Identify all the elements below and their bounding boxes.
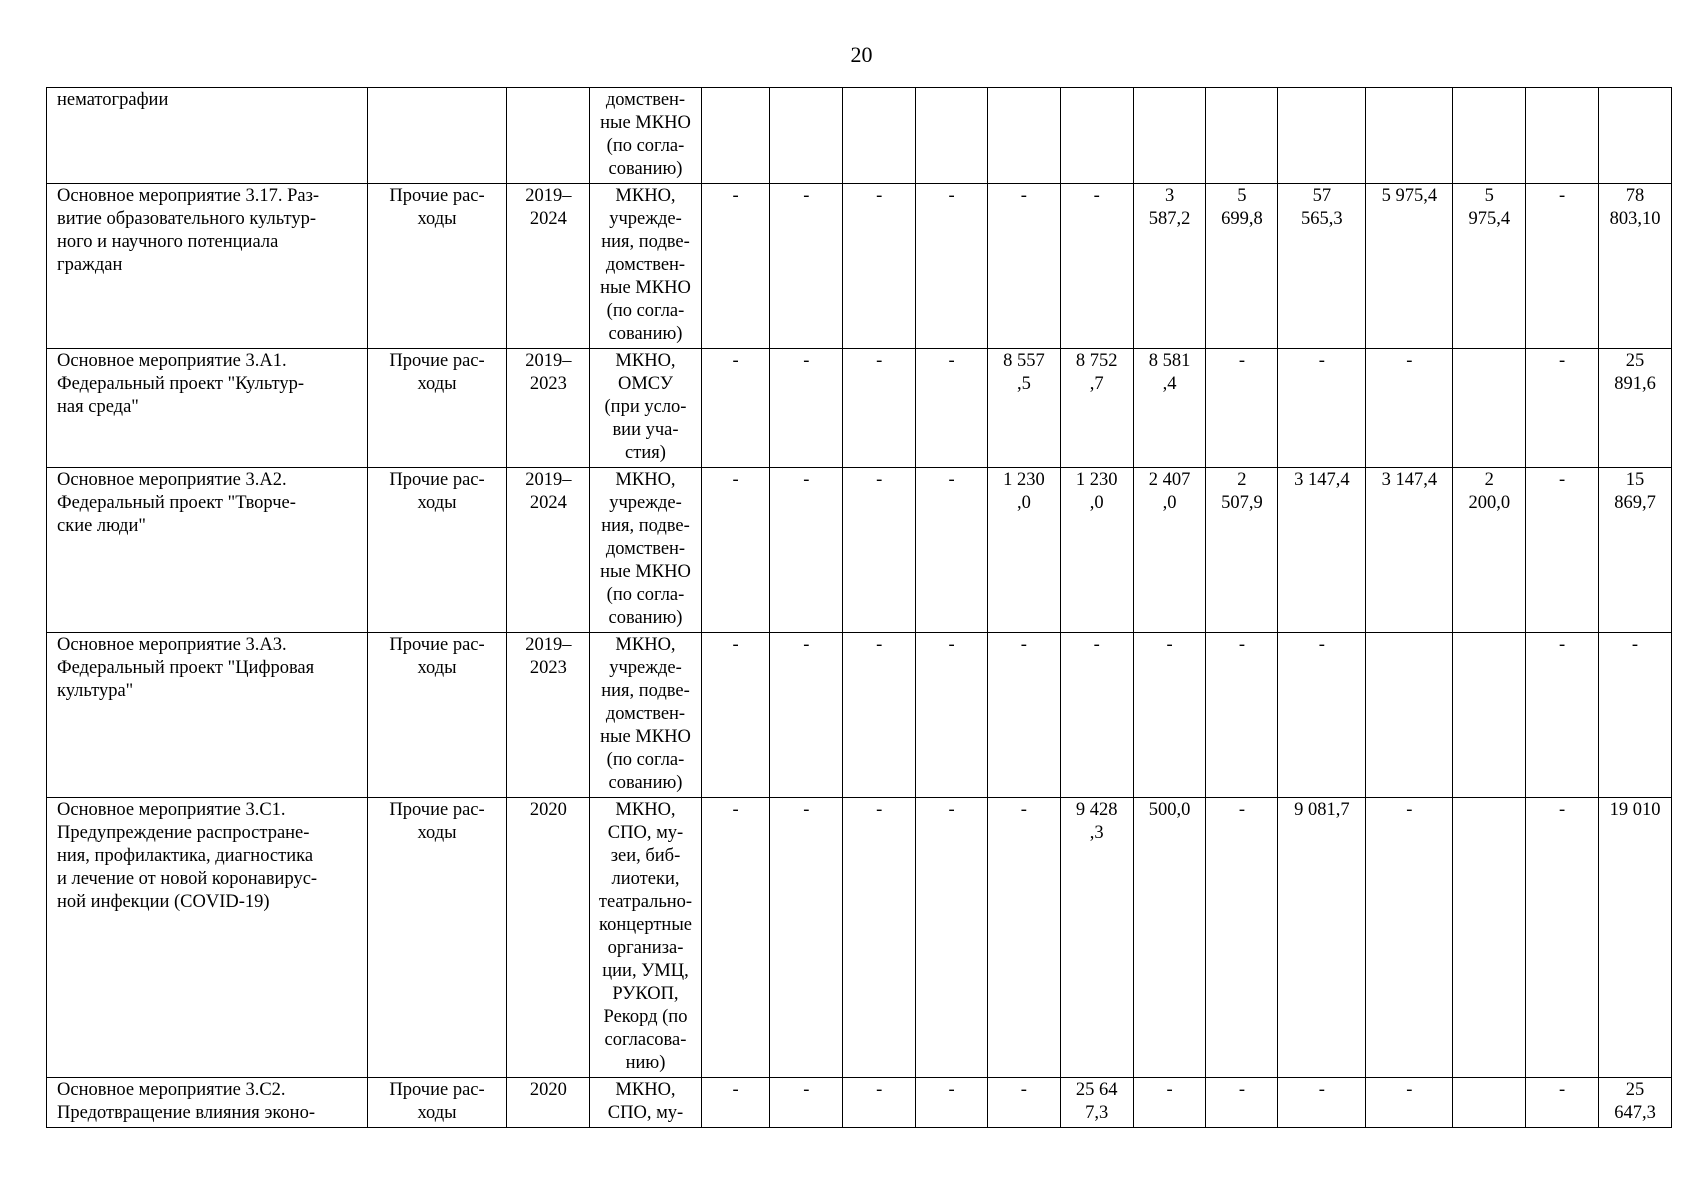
- value-cell: -: [770, 1078, 843, 1128]
- value-cell: 1 230 ,0: [1060, 468, 1133, 633]
- value-cell: 78 803,10: [1599, 184, 1672, 349]
- period-cell: [507, 88, 590, 184]
- measure-name-cell: Основное мероприятие 3.А1. Федеральный проект "Культур- ная среда": [47, 349, 368, 468]
- value-cell: -: [987, 798, 1060, 1078]
- table-row: [47, 88, 1672, 184]
- value-cell: [843, 88, 916, 184]
- value-cell: -: [843, 633, 916, 798]
- value-cell: -: [770, 633, 843, 798]
- expense-type-cell: [367, 88, 507, 184]
- value-cell: -: [1526, 633, 1599, 798]
- value-cell: -: [1133, 1078, 1206, 1128]
- executors-cell: МКНО, учрежде- ния, подве- домствен- ные МКНО (по согла- сованию): [590, 633, 701, 798]
- value-cell: -: [701, 349, 770, 468]
- value-cell: -: [1060, 633, 1133, 798]
- value-cell: -: [987, 633, 1060, 798]
- value-cell: [1133, 88, 1206, 184]
- table-row: [47, 349, 1672, 468]
- value-cell: 19 010: [1599, 798, 1672, 1078]
- value-cell: 57 565,3: [1278, 184, 1366, 349]
- value-cell: -: [1206, 798, 1278, 1078]
- value-cell: 1 230 ,0: [987, 468, 1060, 633]
- value-cell: -: [1206, 349, 1278, 468]
- value-cell: [1278, 88, 1366, 184]
- period-cell: 2019– 2024: [507, 184, 590, 349]
- measure-name-cell: Основное мероприятие 3.А3. Федеральный проект "Цифровая культура": [47, 633, 368, 798]
- period-cell: 2019– 2024: [507, 468, 590, 633]
- value-cell: 5 975,4: [1366, 184, 1453, 349]
- value-cell: -: [701, 468, 770, 633]
- value-cell: -: [1526, 1078, 1599, 1128]
- value-cell: -: [916, 1078, 988, 1128]
- period-cell: 2020: [507, 1078, 590, 1128]
- executors-cell: МКНО, ОМСУ (при усло- вии уча- стия): [590, 349, 701, 468]
- value-cell: 3 587,2: [1133, 184, 1206, 349]
- value-cell: 8 557 ,5: [987, 349, 1060, 468]
- value-cell: 25 647,3: [1599, 1078, 1672, 1128]
- value-cell: -: [987, 184, 1060, 349]
- value-cell: 5 975,4: [1453, 184, 1526, 349]
- value-cell: [1453, 88, 1526, 184]
- value-cell: -: [1366, 349, 1453, 468]
- value-cell: 25 891,6: [1599, 349, 1672, 468]
- measure-name-cell: Основное мероприятие 3.С1. Предупреждение распростране- ния, профилактика, диагностика и лечение от новой коронавирус- ной инфекции (COVID-19): [47, 798, 368, 1078]
- value-cell: 3 147,4: [1366, 468, 1453, 633]
- table-row: [47, 798, 1672, 1078]
- value-cell: [1526, 88, 1599, 184]
- value-cell: [1453, 633, 1526, 798]
- value-cell: -: [843, 1078, 916, 1128]
- value-cell: [1453, 798, 1526, 1078]
- value-cell: [1599, 88, 1672, 184]
- value-cell: -: [701, 184, 770, 349]
- value-cell: 2 507,9: [1206, 468, 1278, 633]
- executors-cell: МКНО, учрежде- ния, подве- домствен- ные МКНО (по согла- сованию): [590, 184, 701, 349]
- table-row: [47, 468, 1672, 633]
- table-row: [47, 184, 1672, 349]
- value-cell: -: [701, 1078, 770, 1128]
- executors-cell: МКНО, учрежде- ния, подве- домствен- ные МКНО (по согла- сованию): [590, 468, 701, 633]
- executors-cell: МКНО, СПО, му-: [590, 1078, 701, 1128]
- expense-type-cell: Прочие рас- ходы: [367, 633, 507, 798]
- value-cell: [701, 88, 770, 184]
- value-cell: 8 752 ,7: [1060, 349, 1133, 468]
- expense-type-cell: Прочие рас- ходы: [367, 1078, 507, 1128]
- value-cell: -: [1599, 633, 1672, 798]
- value-cell: -: [916, 349, 988, 468]
- value-cell: -: [1206, 1078, 1278, 1128]
- value-cell: 25 64 7,3: [1060, 1078, 1133, 1128]
- expense-type-cell: Прочие рас- ходы: [367, 468, 507, 633]
- value-cell: -: [1278, 633, 1366, 798]
- value-cell: -: [770, 798, 843, 1078]
- measure-name-cell: Основное мероприятие 3.17. Раз- витие образовательного культур- ного и научного потенциала граждан: [47, 184, 368, 349]
- value-cell: -: [916, 468, 988, 633]
- value-cell: [916, 88, 988, 184]
- value-cell: -: [843, 468, 916, 633]
- value-cell: 9 081,7: [1278, 798, 1366, 1078]
- value-cell: 9 428 ,3: [1060, 798, 1133, 1078]
- value-cell: -: [770, 468, 843, 633]
- value-cell: 8 581 ,4: [1133, 349, 1206, 468]
- executors-cell: МКНО, СПО, му- зеи, биб- лиотеки, театрально- концертные организа- ции, УМЦ, РУКОП, Рекорд (по согласова- нию): [590, 798, 701, 1078]
- measure-name-cell: Основное мероприятие 3.С2. Предотвращение влияния эконо-: [47, 1078, 368, 1128]
- value-cell: [1206, 88, 1278, 184]
- expense-type-cell: Прочие рас- ходы: [367, 798, 507, 1078]
- value-cell: -: [843, 184, 916, 349]
- period-cell: 2019– 2023: [507, 349, 590, 468]
- value-cell: [1060, 88, 1133, 184]
- expense-type-cell: Прочие рас- ходы: [367, 184, 507, 349]
- value-cell: -: [1278, 1078, 1366, 1128]
- value-cell: -: [916, 633, 988, 798]
- value-cell: -: [770, 184, 843, 349]
- value-cell: [1366, 633, 1453, 798]
- value-cell: -: [701, 798, 770, 1078]
- value-cell: -: [701, 633, 770, 798]
- measure-name-cell: Основное мероприятие 3.А2. Федеральный проект "Творче- ские люди": [47, 468, 368, 633]
- value-cell: [770, 88, 843, 184]
- value-cell: 2 407 ,0: [1133, 468, 1206, 633]
- value-cell: -: [1060, 184, 1133, 349]
- value-cell: -: [1526, 349, 1599, 468]
- value-cell: 500,0: [1133, 798, 1206, 1078]
- executors-cell: домствен- ные МКНО (по согла- сованию): [590, 88, 701, 184]
- value-cell: -: [987, 1078, 1060, 1128]
- page-number: 20: [850, 42, 873, 67]
- table-row: [47, 633, 1672, 798]
- value-cell: [1366, 88, 1453, 184]
- value-cell: 5 699,8: [1206, 184, 1278, 349]
- budget-table: [46, 87, 1672, 1128]
- value-cell: -: [1366, 1078, 1453, 1128]
- value-cell: -: [1278, 349, 1366, 468]
- value-cell: -: [1526, 798, 1599, 1078]
- value-cell: -: [770, 349, 843, 468]
- value-cell: [1453, 349, 1526, 468]
- expense-type-cell: Прочие рас- ходы: [367, 349, 507, 468]
- value-cell: -: [1366, 798, 1453, 1078]
- period-cell: 2020: [507, 798, 590, 1078]
- measure-name-cell: нематографии: [47, 88, 368, 184]
- value-cell: -: [843, 798, 916, 1078]
- value-cell: -: [916, 184, 988, 349]
- value-cell: -: [916, 798, 988, 1078]
- value-cell: 15 869,7: [1599, 468, 1672, 633]
- value-cell: -: [1526, 184, 1599, 349]
- period-cell: 2019– 2023: [507, 633, 590, 798]
- value-cell: [1453, 1078, 1526, 1128]
- value-cell: -: [843, 349, 916, 468]
- value-cell: 3 147,4: [1278, 468, 1366, 633]
- value-cell: [987, 88, 1060, 184]
- value-cell: -: [1133, 633, 1206, 798]
- value-cell: -: [1206, 633, 1278, 798]
- value-cell: 2 200,0: [1453, 468, 1526, 633]
- table-row: [47, 1078, 1672, 1128]
- value-cell: -: [1526, 468, 1599, 633]
